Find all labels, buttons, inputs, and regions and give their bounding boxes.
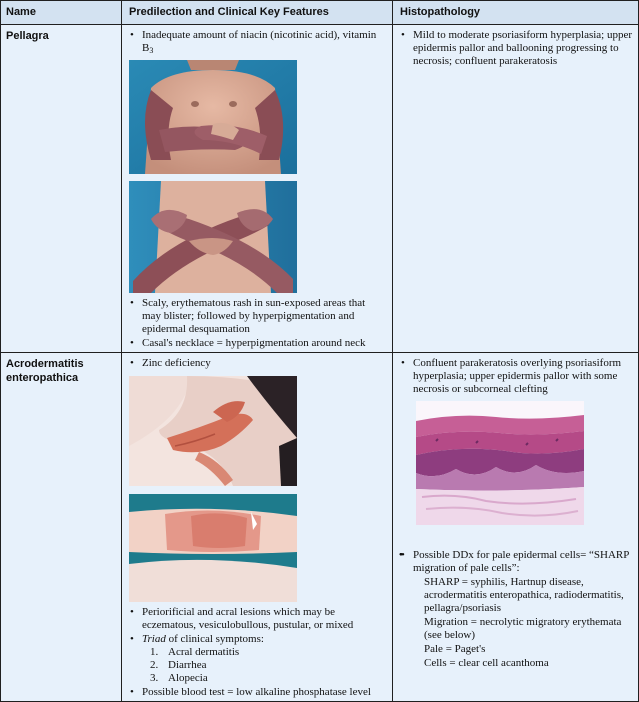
triad-number: 1.: [150, 646, 159, 658]
triad-item: [142, 646, 386, 659]
rule-col-2: [392, 0, 393, 702]
list-item: [128, 633, 386, 685]
rule-col-1: [121, 0, 122, 702]
triad-item: [142, 659, 386, 672]
acro-photo-neck: [129, 376, 297, 486]
acro-arm-image: [129, 494, 297, 602]
triad-number: 3.: [150, 672, 159, 684]
row-name-pellagra: Pellagra: [6, 30, 49, 42]
list-item: • Zinc deficiency: [128, 357, 386, 370]
rule-top: [0, 0, 639, 1]
column-header-features: Predilection and Clinical Key Features: [129, 6, 329, 18]
list-item: • Possible blood test = low alkaline phosphatase level: [128, 686, 386, 699]
triad-label: Diarrhea: [168, 659, 207, 671]
triad-list: [142, 646, 386, 685]
ddx-heading: Possible DDx for pale epidermal cells= “SHARP migration of pale cells”:: [413, 549, 629, 574]
vitamin-subscript: 3: [149, 46, 154, 55]
rule-header-bottom: [0, 24, 639, 25]
acro-histology-photo: [416, 401, 584, 525]
acro-photo-arm: [129, 494, 297, 602]
ddx-item: • SHARP = syphilis, Hartnup disease, acrodermatitis enteropathica, radiodermatitis, pellagra/psoriasis: [413, 576, 633, 615]
row-name-acrodermatitis: Acrodermatitis enteropathica: [6, 358, 84, 384]
triad-item: [142, 672, 386, 685]
triad-label: Alopecia: [168, 672, 208, 684]
rule-left: [0, 0, 1, 702]
triad-label: Acral dermatitis: [168, 646, 240, 658]
ddx-sublist: [413, 576, 633, 670]
column-header-histopathology: Histopathology: [400, 6, 481, 18]
list-item: • Mild to moderate psoriasiform hyperplasia; upper epidermis pallor and ballooning progressing to necrosis; confluent parakeratosis: [399, 29, 633, 68]
list-item: • Scaly, erythematous rash in sun-exposed areas that may blister; followed by hyperpigmentation and epidermal desquamation: [128, 297, 386, 336]
acro-features-bottom: [128, 606, 386, 700]
ddx-item: • Pale = Paget's: [413, 643, 633, 656]
column-header-name: Name: [6, 6, 36, 18]
triad-emphasis: Triad: [142, 633, 166, 645]
pellagra-forearms-image: [129, 181, 297, 293]
rule-row-separator: [0, 352, 639, 353]
list-item: • Confluent parakeratosis overlying psoriasiform hyperplasia; upper epidermis pallor with some necrosis or subcorneal clefting: [399, 357, 633, 396]
acro-histopathology-top: [399, 357, 633, 397]
ddx-item: • Migration = necrolytic migratory erythemata (see below): [413, 616, 633, 642]
list-item: [128, 29, 386, 55]
pellagra-torso-image: [129, 60, 297, 174]
acro-features-top: [128, 357, 386, 371]
pellagra-photo-torso: [129, 60, 297, 174]
list-item: • Periorificial and acral lesions which may be eczematous, vesiculobullous, pustular, or mixed: [128, 606, 386, 632]
pellagra-features-bottom: [128, 297, 386, 351]
acro-histopathology-ddx: [399, 549, 633, 671]
triad-number: 2.: [150, 659, 159, 671]
list-item: [399, 549, 633, 670]
histology-image: [416, 401, 584, 525]
niacin-text: Inadequate amount of niacin (nicotinic acid), vitamin B: [142, 29, 377, 54]
acro-neck-image: [129, 376, 297, 486]
triad-text: of clinical symptoms:: [165, 633, 264, 645]
pellagra-photo-forearms: [129, 181, 297, 293]
list-item: • Casal's necklace = hyperpigmentation around neck: [128, 337, 386, 350]
ddx-item: • Cells = clear cell acanthoma: [413, 657, 633, 670]
pellagra-histopathology: [399, 29, 633, 69]
pellagra-features-top: [128, 29, 386, 56]
